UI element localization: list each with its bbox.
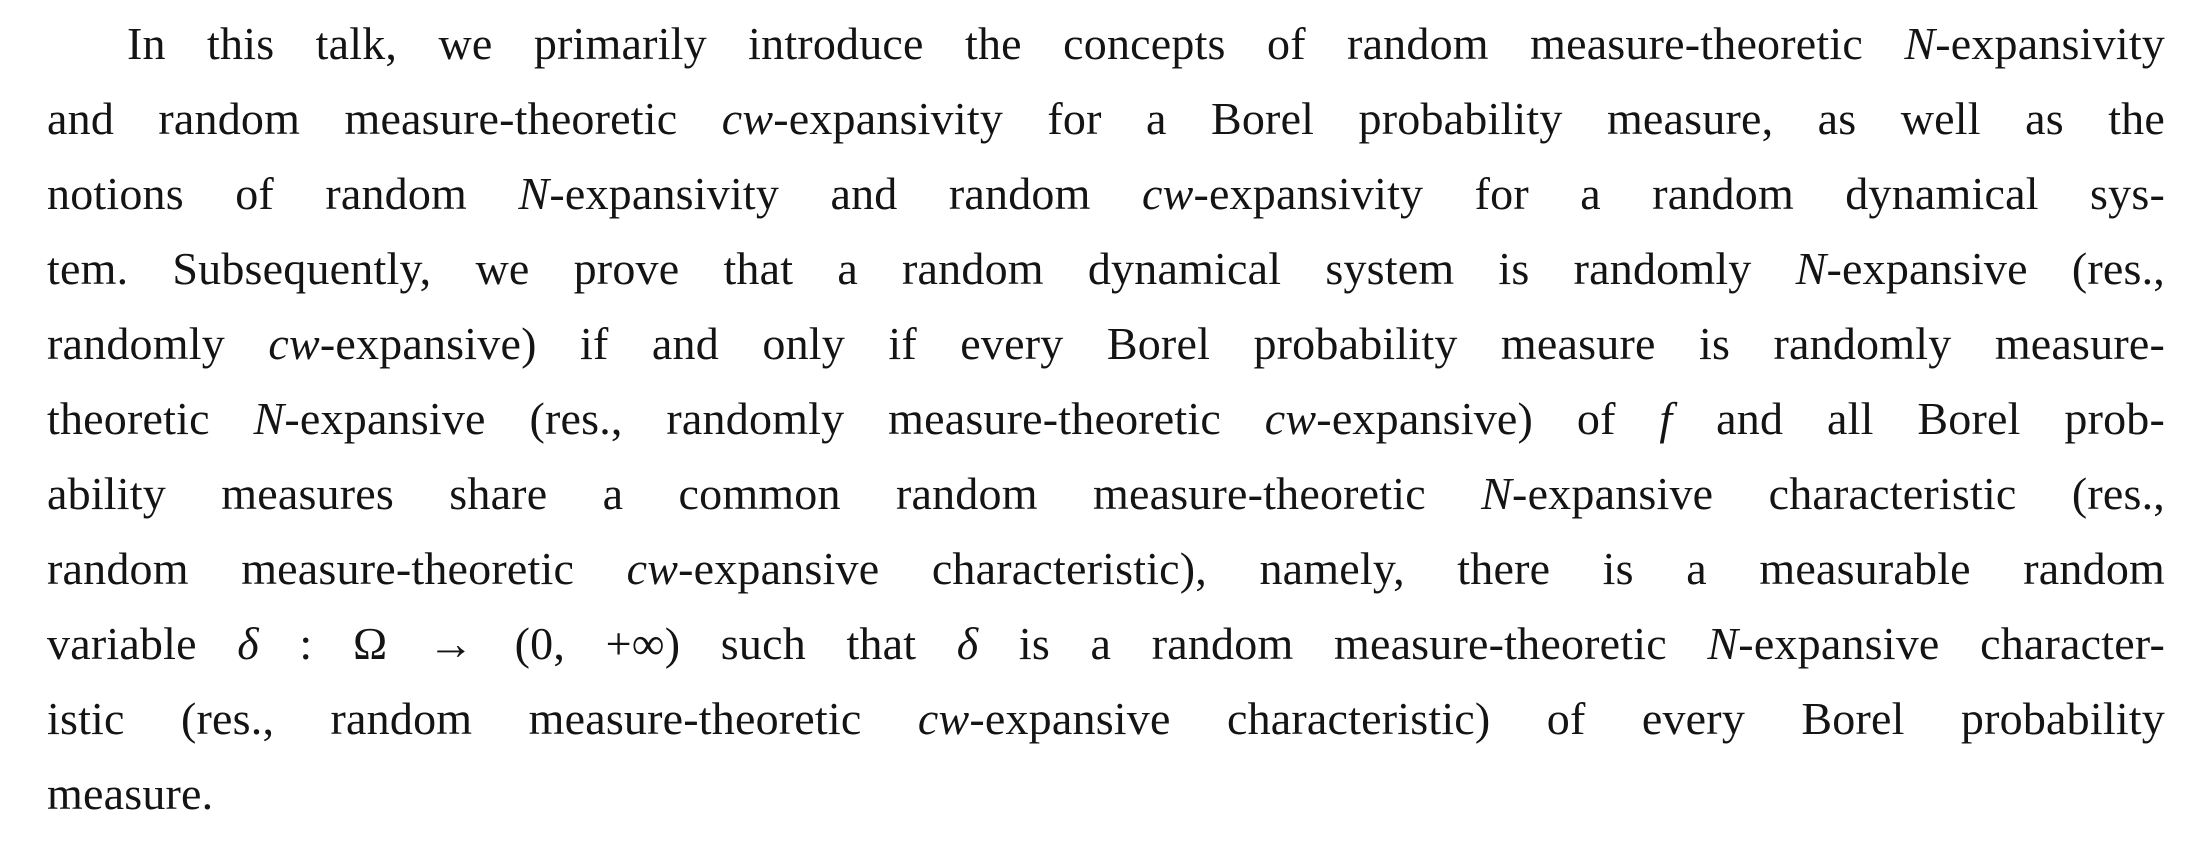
abstract-paragraph — [47, 6, 2165, 831]
text-line — [47, 6, 2165, 81]
text-line — [47, 681, 2165, 756]
text-line — [47, 381, 2165, 456]
text-segment: -expansivity and random — [549, 168, 1142, 219]
text-segment: measure. — [47, 768, 214, 819]
text-segment: -expansivity — [1935, 18, 2165, 69]
math-symbol: cw — [268, 318, 320, 369]
text-segment: -expansive characteristic), namely, there is a measurable random — [678, 543, 2166, 594]
text-line — [47, 156, 2165, 231]
text-line — [47, 231, 2165, 306]
text-segment: -expansive (res., — [1826, 243, 2166, 294]
text-segment: and all Borel prob- — [1672, 393, 2166, 444]
text-line — [47, 456, 2165, 531]
math-symbol: N — [518, 168, 550, 219]
text-line — [47, 306, 2165, 381]
math-symbol: N — [1481, 468, 1513, 519]
math-symbol: cw — [1141, 168, 1194, 219]
text-segment: ability measures share a common random measure-theoretic — [47, 468, 1482, 519]
text-segment: -expansive) if and only if every Borel probability measure is randomly measure- — [319, 318, 2165, 369]
text-segment: istic (res., random measure-theoretic — [47, 693, 918, 744]
text-line — [47, 81, 2165, 156]
text-segment: In this talk, we primarily introduce the concepts of random measure-theoretic — [127, 18, 1905, 69]
text-segment: -expansive) of — [1316, 393, 1660, 444]
text-segment: tem. Subsequently, we prove that a random dynamical system is randomly — [47, 243, 1796, 294]
math-symbol: N — [1904, 18, 1936, 69]
text-segment: randomly — [47, 318, 269, 369]
math-symbol: δ — [237, 618, 259, 669]
text-segment: variable — [47, 618, 238, 669]
text-segment: -expansivity for a random dynamical sys- — [1193, 168, 2165, 219]
text-segment: notions of random — [47, 168, 519, 219]
math-symbol: f — [1659, 393, 1673, 444]
text-segment: : Ω → (0, +∞) such that — [258, 618, 957, 669]
text-segment: -expansive characteristic (res., — [1512, 468, 2165, 519]
text-segment: -expansive character- — [1738, 618, 2165, 669]
math-symbol: δ — [956, 618, 979, 669]
text-line — [47, 606, 2165, 681]
text-segment: is a random measure-theoretic — [978, 618, 1708, 669]
text-line — [47, 531, 2165, 606]
text-line — [47, 756, 2165, 831]
math-symbol: N — [1795, 243, 1827, 294]
text-segment: random measure-theoretic — [47, 543, 627, 594]
math-symbol: N — [1707, 618, 1739, 669]
text-segment: theoretic — [47, 393, 254, 444]
math-symbol: cw — [1264, 393, 1317, 444]
math-symbol: cw — [721, 93, 774, 144]
math-symbol: cw — [917, 693, 970, 744]
text-segment: and random measure-theoretic — [47, 93, 722, 144]
text-segment: -expansive characteristic) of every Borel probability — [969, 693, 2165, 744]
text-segment: -expansivity for a Borel probability measure, as well as the — [773, 93, 2165, 144]
math-symbol: N — [253, 393, 285, 444]
math-symbol: cw — [626, 543, 679, 594]
text-segment: -expansive (res., randomly measure-theoretic — [284, 393, 1265, 444]
